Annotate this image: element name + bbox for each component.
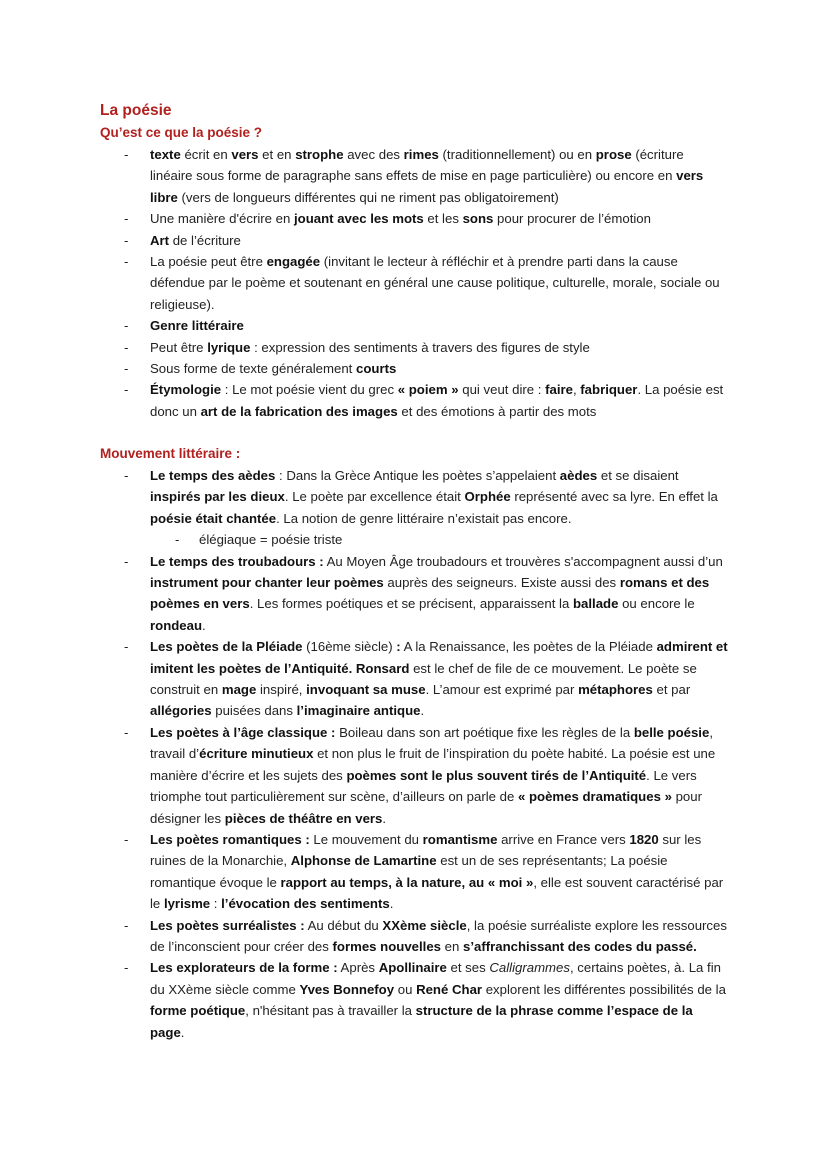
bullet-dash-icon: -	[124, 553, 129, 569]
list-item: - Sous forme de texte généralement courts	[0, 358, 728, 379]
bullet-dash-icon: -	[124, 960, 129, 976]
emphasis-text: :	[396, 639, 401, 655]
bullet-dash-icon: -	[124, 724, 129, 740]
emphasis-text: mage	[221, 682, 257, 698]
emphasis-text: instrument pour chanter leur poèmes	[150, 575, 384, 591]
emphasis-text: Genre littéraire	[150, 318, 244, 334]
emphasis-text: Alphonse de Lamartine	[290, 853, 437, 869]
emphasis-text: rondeau	[150, 617, 203, 633]
emphasis-text: belle poésie	[633, 724, 710, 740]
movement-list	[0, 465, 828, 1043]
list-item: - Les poètes de la Pléiade (16ème siècle) : A la Renaissance, les poètes de la Pléiade admirent et imitent les poètes de l’Antiquité. Ronsard est le chef de file de ce mouvement. Le poète se construit en mage inspiré, invoquant sa muse. L’amour est exprimé par métaphores et par allégories puisées dans l’imaginaire antique.	[0, 636, 728, 722]
emphasis-text: lyrisme	[163, 896, 211, 912]
emphasis-text: formes nouvelles	[332, 938, 441, 954]
emphasis-text: Les poètes romantiques :	[150, 831, 310, 847]
bullet-dash-icon: -	[175, 532, 180, 548]
emphasis-text: Les poètes de la Pléiade	[150, 639, 303, 655]
list-item: - Le temps des troubadours : Au Moyen Âge troubadours et trouvères s'accompagnent aussi d’un instrument pour chanter leur poèmes auprès des seigneurs. Existe aussi des romans et des poèmes en vers. Les formes poétiques et se précisent, apparaissent la ballade ou encore le rondeau.	[0, 551, 728, 637]
bullet-dash-icon: -	[124, 917, 129, 933]
bullet-dash-icon: -	[124, 382, 129, 398]
emphasis-text: romans et des poèmes en vers	[150, 575, 710, 612]
emphasis-text: Le temps des aèdes	[150, 468, 276, 483]
bullet-dash-icon: -	[124, 639, 129, 655]
emphasis-text: inspirés par les dieux	[150, 489, 285, 505]
emphasis-text: rapport au temps, à la nature, au « moi »	[280, 874, 534, 890]
bullet-dash-icon: -	[124, 318, 129, 334]
emphasis-text: admirent et imitent les poètes de l’Antiquité. Ronsard	[150, 639, 728, 676]
emphasis-text: Art	[150, 232, 170, 248]
emphasis-text: texte	[150, 147, 181, 162]
list-item: - Art de l’écriture	[0, 230, 728, 251]
list-item: - texte écrit en vers et en strophe avec des rimes (traditionnellement) ou en prose (écriture linéaire sous forme de paragraphe sans effets de mise en page particulière) ou encore en vers libre (vers de longueurs différentes qui ne riment pas obligatoirement)	[0, 144, 728, 208]
emphasis-text: « poiem »	[397, 382, 459, 398]
emphasis-text: René Char	[416, 981, 483, 997]
emphasis-text: Les poètes surréalistes :	[150, 917, 305, 933]
list-item: - Les poètes surréalistes : Au début du XXème siècle, la poésie surréaliste explore les ressources de l’inconscient pour créer des formes nouvelles en s’affranchissant des codes du passé.	[0, 915, 728, 958]
section-heading-literary-movements: Mouvement littéraire :	[100, 446, 241, 461]
emphasis-text: vers	[231, 147, 259, 162]
bullet-dash-icon: -	[124, 361, 129, 377]
list-item: - Le temps des aèdes : Dans la Grèce Antique les poètes s’appelaient aèdes et se disaient inspirés par les dieux. Le poète par excellence était Orphée représenté avec sa lyre. En effet la poésie était chantée. La notion de genre littéraire n’existait pas encore.	[0, 465, 728, 529]
definition-list	[0, 144, 828, 422]
emphasis-text: engagée	[266, 254, 321, 270]
bullet-dash-icon: -	[124, 468, 129, 483]
emphasis-text: fabriquer	[580, 382, 638, 398]
emphasis-text: faire	[545, 382, 573, 398]
emphasis-text: Apollinaire	[378, 960, 447, 976]
emphasis-text: romantisme	[422, 831, 498, 847]
emphasis-text: Les poètes à l’âge classique :	[150, 724, 336, 740]
emphasis-text: courts	[356, 361, 397, 377]
emphasis-text: Les explorateurs de la forme :	[150, 960, 338, 976]
list-item	[0, 315, 728, 336]
emphasis-text: écriture minutieux	[199, 746, 314, 762]
emphasis-text: art de la fabrication des images	[200, 403, 398, 419]
list-item: - Une manière d'écrire en jouant avec les mots et les sons pour procurer de l’émotion	[0, 208, 728, 229]
emphasis-text: poèmes sont le plus souvent tirés de l’Antiquité	[346, 767, 647, 783]
sub-list-item: - élégiaque = poésie triste	[0, 529, 728, 550]
section-heading-what-is-poetry: Qu’est ce que la poésie ?	[100, 125, 263, 140]
emphasis-text: s’affranchissant des codes du passé.	[463, 938, 697, 954]
emphasis-text: Le temps des troubadours :	[150, 553, 324, 569]
emphasis-text: l’évocation des sentiments	[221, 896, 390, 912]
bullet-dash-icon: -	[124, 232, 129, 248]
emphasis-text: allégories	[150, 703, 212, 719]
document-title: La poésie	[100, 102, 172, 119]
bullet-dash-icon: -	[124, 147, 129, 162]
emphasis-text: « poèmes dramatiques »	[517, 789, 672, 805]
emphasis-text: Calligrammes	[489, 960, 570, 976]
list-item: - Les explorateurs de la forme : Après Apollinaire et ses Calligrammes, certains poètes, à. La fin du XXème siècle comme Yves Bonnefoy ou René Char explorent les différentes possibilités de la forme poétique, n'hésitant pas à travailler la structure de la phrase comme l’espace de la page.	[0, 957, 728, 1043]
emphasis-text: jouant avec les mots	[294, 211, 424, 227]
list-item: - Les poètes à l’âge classique : Boileau dans son art poétique fixe les règles de la belle poésie, travail d’écriture minutieux et non plus le fruit de l’inspiration du poète habité. La poésie est une manière d’écrire et les sujets des poèmes sont le plus souvent tirés de l’Antiquité. Le vers triomphe tout particulièrement sur scène, d’ailleurs on parle de « poèmes dramatiques » pour désigner les pièces de théâtre en vers.	[0, 722, 728, 829]
emphasis-text: Yves Bonnefoy	[299, 981, 395, 997]
list-item: - Les poètes romantiques : Le mouvement du romantisme arrive en France vers 1820 sur les ruines de la Monarchie, Alphonse de Lamartine est un de ses représentants; La poésie romantique évoque le rapport au temps, à la nature, au « moi », elle est souvent caractérisé par le lyrisme : l’évocation des sentiments.	[0, 829, 728, 915]
emphasis-text: Orphée	[464, 489, 511, 505]
emphasis-text: strophe	[295, 147, 344, 162]
bullet-dash-icon: -	[124, 831, 129, 847]
list-item: - Peut être lyrique : expression des sentiments à travers des figures de style	[0, 337, 728, 358]
bullet-dash-icon: -	[124, 254, 129, 270]
emphasis-text: vers libre	[150, 168, 704, 205]
emphasis-text: forme poétique	[150, 1003, 246, 1019]
emphasis-text: prose	[595, 147, 632, 162]
emphasis-text: ballade	[572, 596, 619, 612]
emphasis-text: invoquant sa muse	[306, 682, 426, 698]
emphasis-text: rimes	[403, 147, 439, 162]
emphasis-text: poésie était chantée	[150, 510, 277, 526]
emphasis-text: 1820	[629, 831, 659, 847]
bullet-dash-icon: -	[124, 211, 129, 227]
emphasis-text: XXème siècle	[382, 917, 467, 933]
emphasis-text: pièces de théâtre en vers	[224, 810, 383, 826]
emphasis-text: Étymologie	[150, 382, 222, 398]
emphasis-text: lyrique	[207, 339, 251, 355]
list-item: - Étymologie : Le mot poésie vient du grec « poiem » qui veut dire : faire, fabriquer. La poésie est donc un art de la fabrication des images et des émotions à partir des mots	[0, 379, 728, 422]
emphasis-text: métaphores	[578, 682, 653, 698]
emphasis-text: l’imaginaire antique	[296, 703, 421, 719]
emphasis-text: structure de la phrase comme l’espace de la page	[150, 1003, 693, 1040]
bullet-dash-icon: -	[124, 339, 129, 355]
emphasis-text: aèdes	[559, 468, 598, 483]
emphasis-text: sons	[462, 211, 494, 227]
list-item: - La poésie peut être engagée (invitant le lecteur à réfléchir et à prendre parti dans la cause défendue par le poème et soutenant en général une cause politique, culturelle, morale, sociale ou religieuse).	[0, 251, 728, 315]
